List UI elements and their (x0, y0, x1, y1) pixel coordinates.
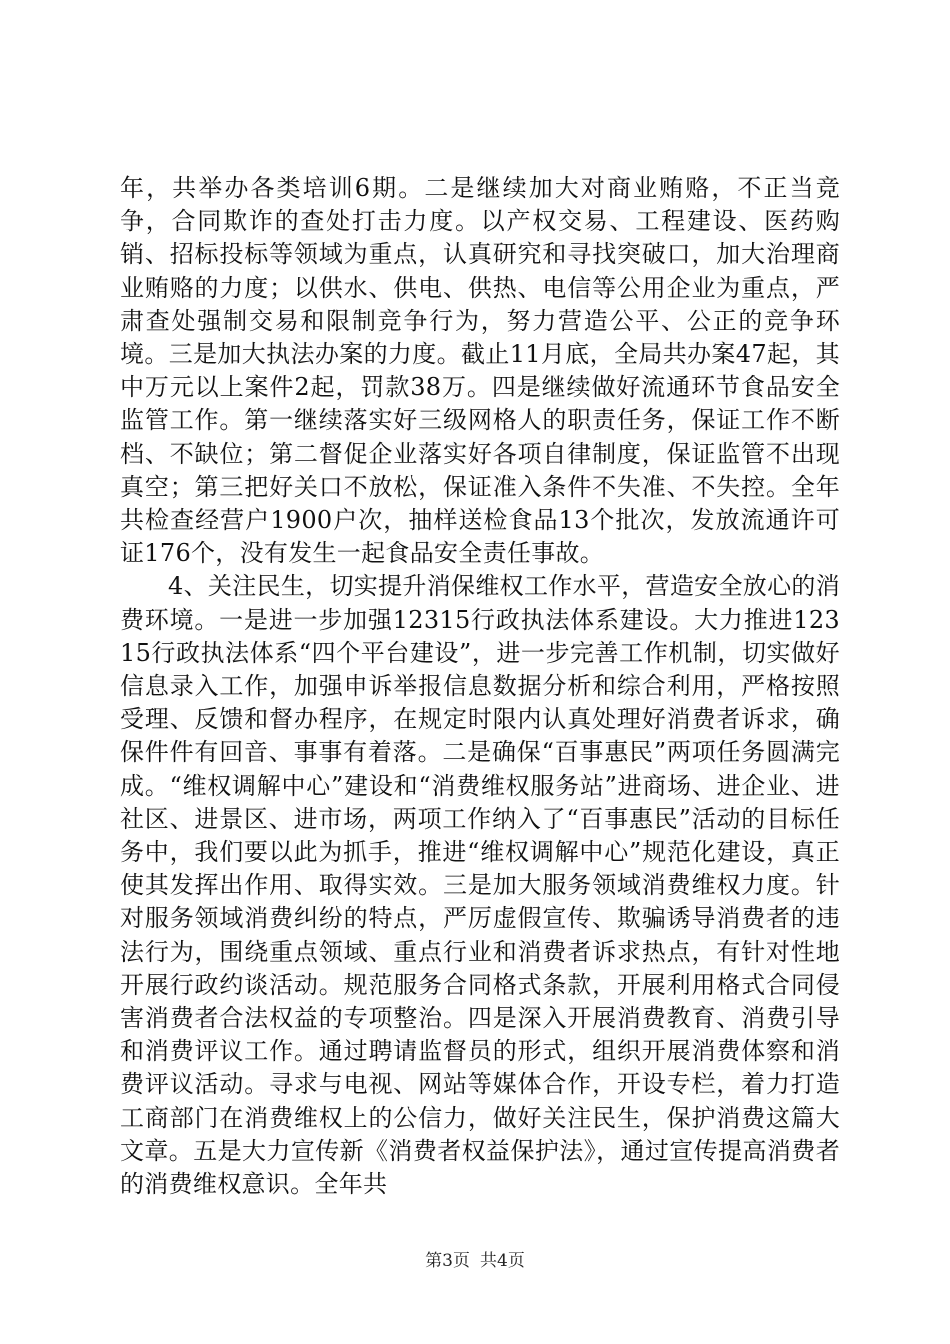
paragraph-continued: 年，共举办各类培训6期。二是继续加大对商业贿赂，不正当竞争，合同欺诈的查处打击力度。以产权交易、工程建设、医药购销、招标投标等领域为重点，认真研究和寻找突破口，加大治理商业贿赂的力度；以供水、供电、供热、电信等公用企业为重点，严肃查处强制交易和限制竞争行为，努力营造公平、公正的竞争环境。三是加大执法办案的力度。截止11月底，全局共办案47起，其中万元以上案件2起，罚款38万。四是继续做好流通环节食品安全监管工作。第一继续落实好三级网格人的职责任务，保证工作不断档、不缺位；第二督促企业落实好各项自律制度，保证监管不出现真空；第三把好关口不放松，保证准入条件不失准、不失控。全年共检查经营户1900户次，抽样送检食品13个批次，发放流通许可证176个，没有发生一起食品安全责任事故。 (120, 174, 840, 568)
paragraph-consumer-rights: 4、关注民生，切实提升消保维权工作水平，营造安全放心的消费环境。一是进一步加强12315行政执法体系建设。大力推进12315行政执法体系“四个平台建设”，进一步完善工作机制，切实做好信息录入工作，加强申诉举报信息数据分析和综合利用，严格按照受理、反馈和督办程序，在规定时限内认真处理好消费者诉求，确保件件有回音、事事有着落。二是确保“百事惠民”两项任务圆满完成。“维权调解中心”建设和“消费维权服务站”进商场、进企业、进社区、进景区、进市场，两项工作纳入了“百事惠民”活动的目标任务中，我们要以此为抓手，推进“维权调解中心”规范化建设，真正使其发挥出作用、取得实效。三是加大服务领域消费维权力度。针对服务领域消费纠纷的特点，严厉虚假宣传、欺骗诱导消费者的违法行为，围绕重点领域、重点行业和消费者诉求热点，有针对性地开展行政约谈活动。规范服务合同格式条款，开展利用格式合同侵害消费者合法权益的专项整治。四是深入开展消费教育、消费引导和消费评议工作。通过聘请监督员的形式，组织开展消费体察和消费评议活动。寻求与电视、网站等媒体合作，开设专栏，着力打造工商部门在消费维权上的公信力，做好关注民生，保护消费这篇大文章。五是大力宣传新《消费者权益保护法》，通过宣传提高消费者的消费维权意识。全年共 (120, 572, 840, 1199)
page-number: 第3页 (425, 1251, 470, 1271)
page-footer (0, 1250, 950, 1272)
page-total: 共4页 (480, 1251, 525, 1271)
document-body (120, 172, 840, 1201)
